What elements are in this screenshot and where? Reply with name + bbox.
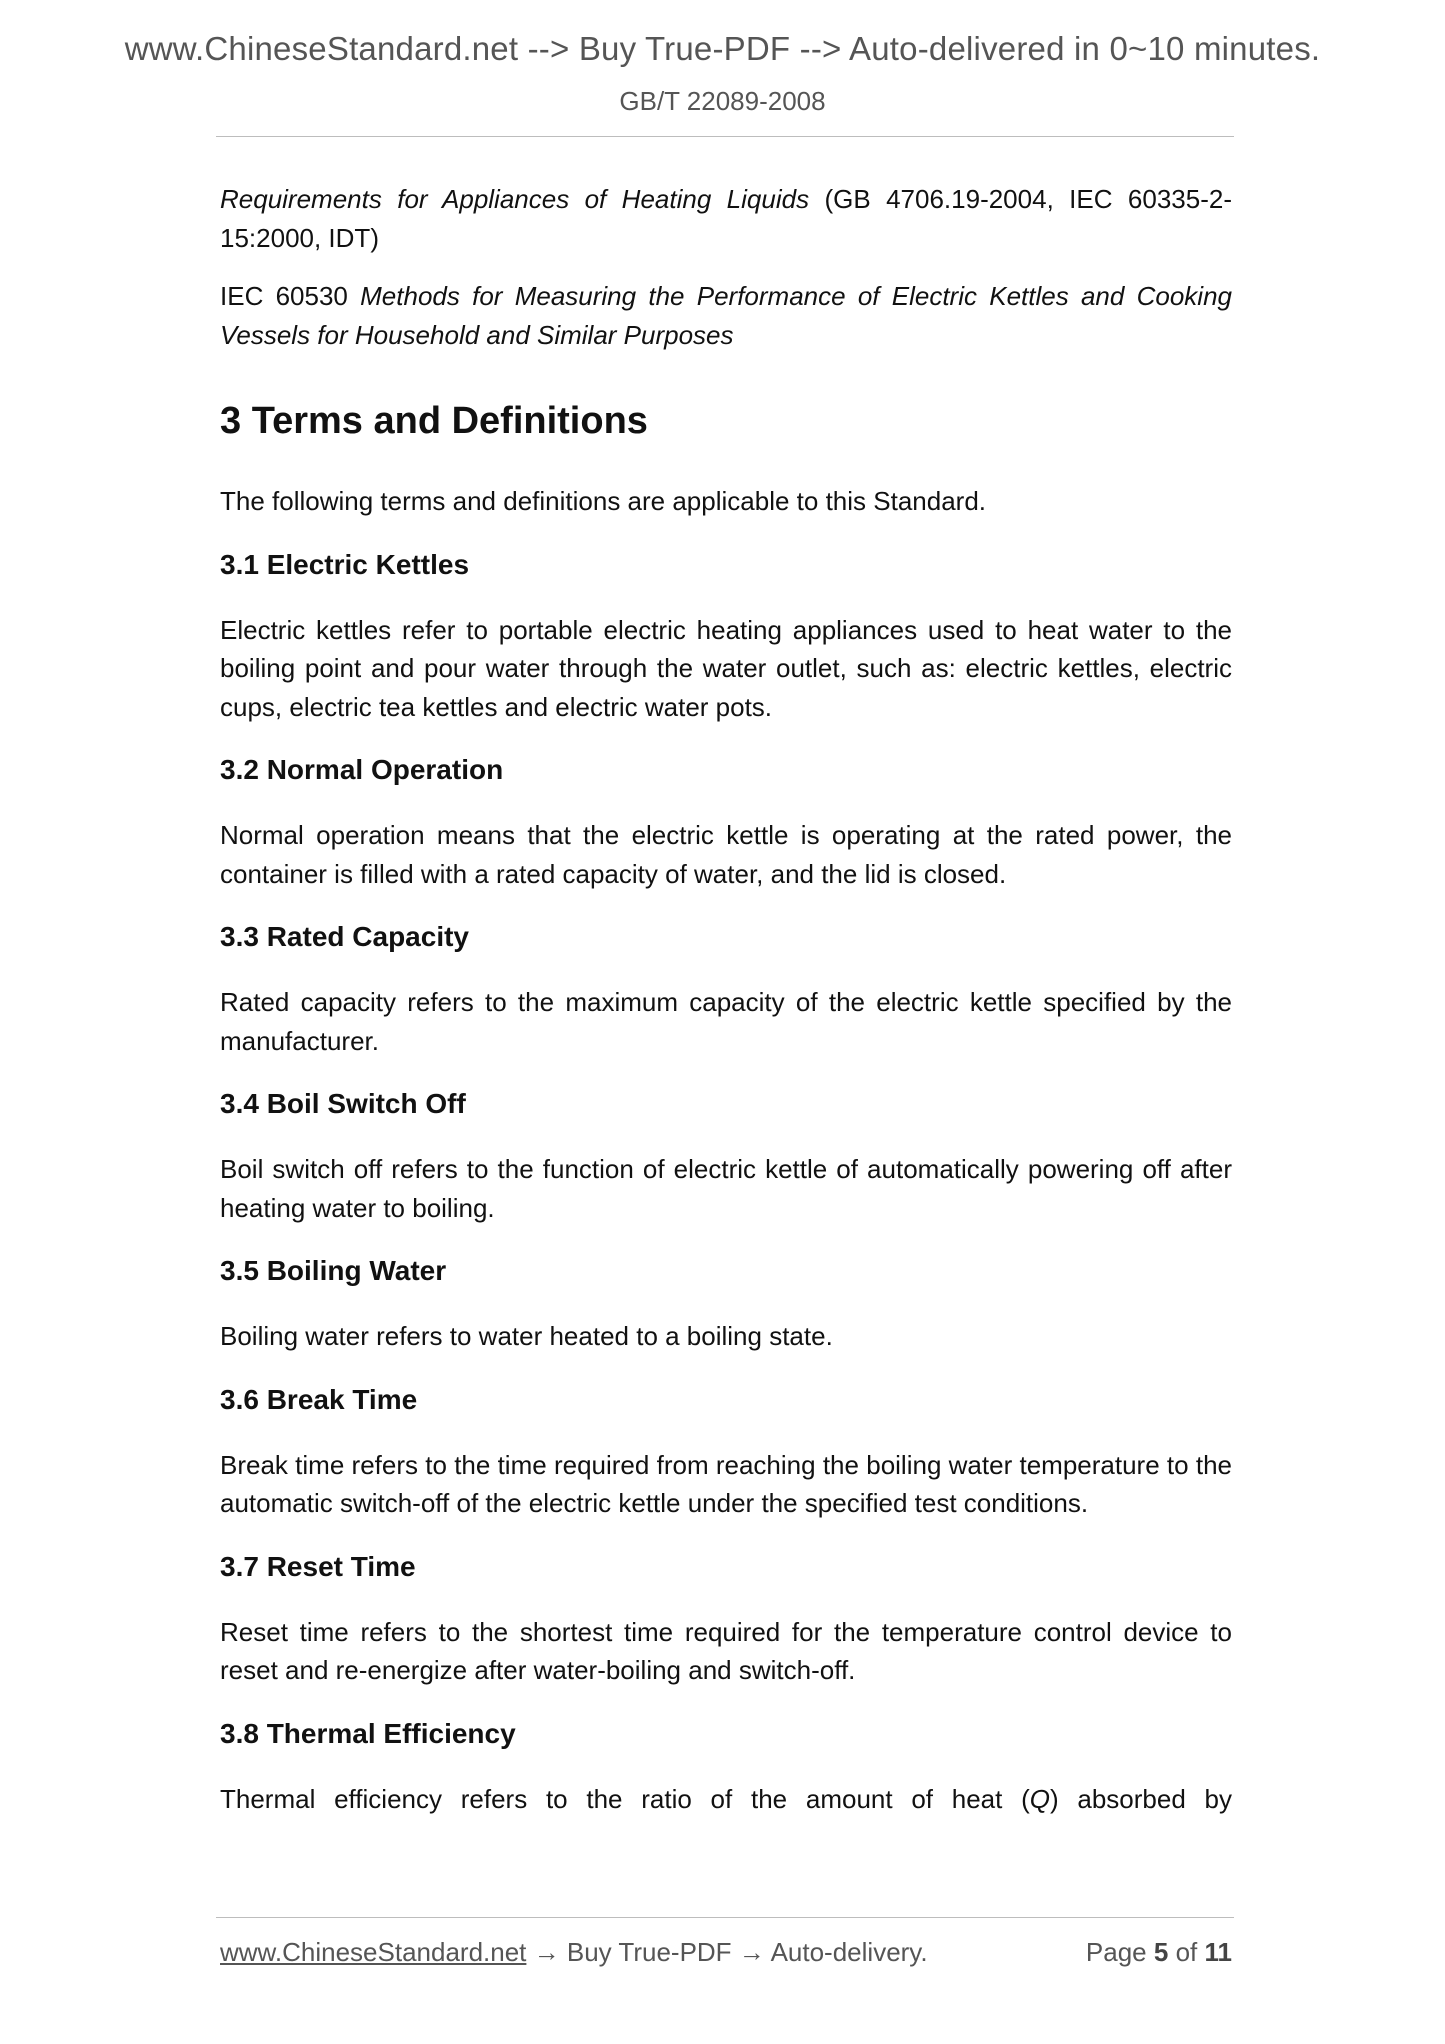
page-indicator xyxy=(1086,1937,1232,1968)
term-heading: 3.2 Normal Operation xyxy=(220,754,504,785)
term-definition: Boiling water refers to water heated to a boiling state. xyxy=(220,1321,833,1351)
term-heading: 3.6 Break Time xyxy=(220,1383,418,1415)
term-definition: Normal operation means that the electric kettle is operating at the rated power, the container is filled with a rated capacity of water, and the lid is closed. xyxy=(220,820,1232,889)
term-heading: 3.7 Reset Time xyxy=(220,1550,416,1582)
reference-title: Requirements for Appliances of Heating Liquids xyxy=(220,184,810,214)
term-heading: 3.5 Boiling Water xyxy=(220,1255,447,1286)
footer-website-link[interactable]: www.ChineseStandard.net xyxy=(220,1937,527,1967)
page-number: 5 xyxy=(1153,1937,1169,1967)
reference-code: IEC 60530 xyxy=(220,281,361,311)
term-definition xyxy=(220,1780,1232,1819)
term-definition: Electric kettles refer to portable electric heating appliances used to heat water to the boiling point and pour water through the water outlet, such as: electric kettles, electric cups, electric tea kettles and electric water pots. xyxy=(220,614,1232,722)
term-definition: Reset time refers to the shortest time required for the temperature control device to reset and re-energize after water-boiling and switch-off. xyxy=(220,1616,1232,1685)
page-total: 11 xyxy=(1204,1937,1232,1967)
reference-gb4706 xyxy=(220,180,1232,257)
term-definition: Break time refers to the time required from reaching the boiling water temperature to the automatic switch-off of the electric kettle under the specified test conditions. xyxy=(220,1449,1232,1518)
footer-divider xyxy=(216,1917,1234,1918)
header-divider xyxy=(216,136,1234,137)
term-definition: Boil switch off refers to the function of electric kettle of automatically powering off after heating water to boiling. xyxy=(220,1154,1232,1223)
term-heading: 3.8 Thermal Efficiency xyxy=(220,1717,516,1749)
term-heading: 3.3 Rated Capacity xyxy=(220,921,469,952)
reference-title: Methods for Measuring the Performance of Electric Kettles and Cooking Vessels for Household and Similar Purposes xyxy=(220,281,1232,350)
definition-text: ) absorbed by xyxy=(1049,1783,1232,1814)
section-title: 3 Terms and Definitions xyxy=(220,400,648,442)
page-footer xyxy=(220,1937,1232,1968)
term-definition: Rated capacity refers to the maximum capacity of the electric kettle specified by the manufacturer. xyxy=(220,987,1232,1056)
standard-code: GB/T 22089-2008 xyxy=(619,86,826,116)
page-word: Page xyxy=(1085,1937,1147,1967)
term-heading: 3.1 Electric Kettles xyxy=(220,548,470,580)
footer-tagline: → Buy True-PDF → Auto-delivery. xyxy=(526,1937,928,1967)
reference-detail: (GB 4706.19-2004, IEC 60335-2-15:2000, IDT) xyxy=(220,184,1232,253)
section-lead: The following terms and definitions are applicable to this Standard. xyxy=(220,486,986,516)
header-banner: www.ChineseStandard.net --> Buy True-PDF --> Auto-delivered in 0~10 minutes. xyxy=(124,30,1321,67)
term-heading: 3.4 Boil Switch Off xyxy=(220,1088,466,1119)
page-content xyxy=(220,180,1232,1818)
variable-q: Q xyxy=(1029,1783,1050,1814)
reference-iec60530 xyxy=(220,277,1232,354)
definition-text: Thermal efficiency refers to the ratio of the amount of heat ( xyxy=(220,1783,1030,1814)
of-word: of xyxy=(1175,1937,1198,1967)
